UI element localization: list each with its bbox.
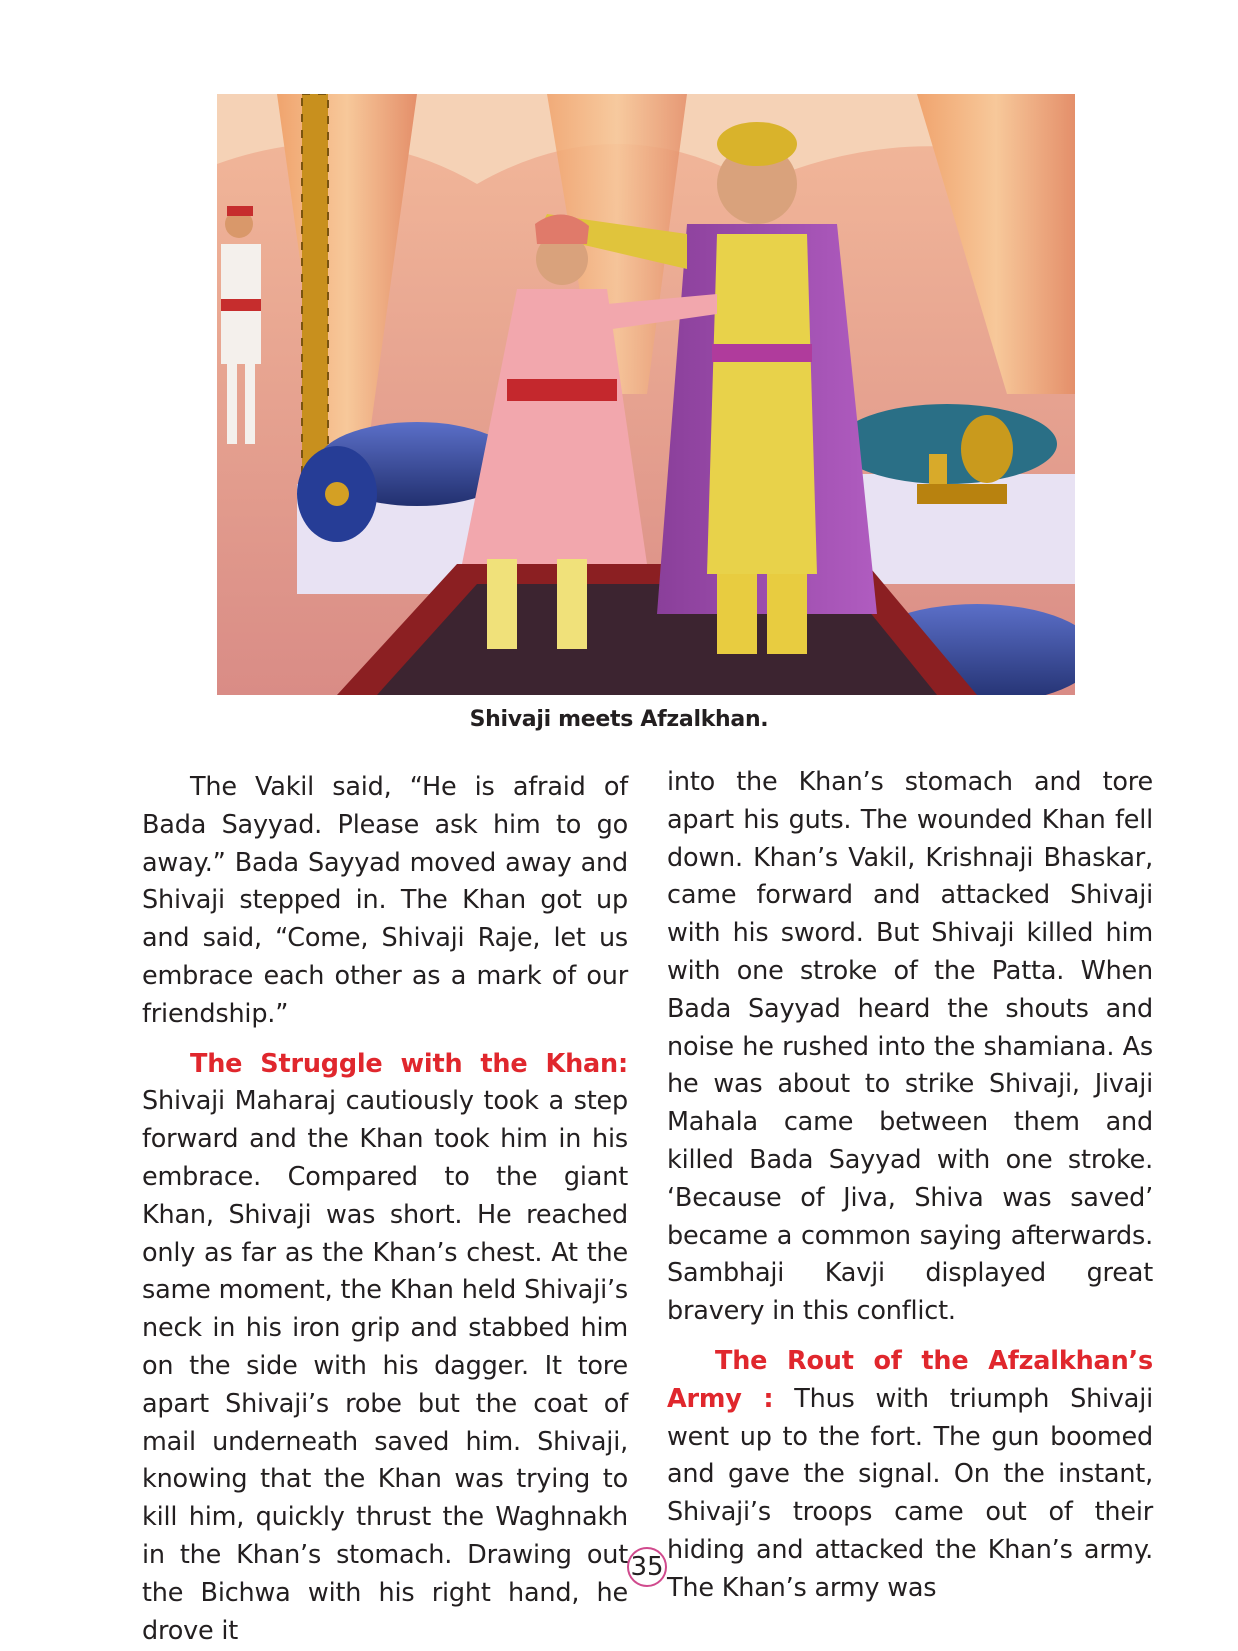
figure-caption: Shivaji meets Afzalkhan. (469, 707, 769, 732)
section-heading: The Struggle with the Khan: (190, 1048, 628, 1079)
paragraph-text: Thus with triumph Shivaji went up to the fort. The gun boomed and gave the signal. On the instant, Shivaji’s troops came out of their hiding and attacked the Khan’s army. The Khan’s army was (667, 1383, 1154, 1603)
section-heading: The Rout of the Afzalkhan’s Army : (667, 1345, 1153, 1414)
paragraph: The Vakil said, “He is afraid of Bada Sayyad. Please ask him to go away.” Bada Sayyad moved away and Shivaji stepped in. The Khan got up and said, “Come, Shivaji Raje, let us embrace each other as a mark of our friendship.” (142, 772, 628, 1029)
page-number: 35 (627, 1547, 667, 1587)
shivaji-meets-afzalkhan-illustration (217, 94, 1075, 695)
paragraph-text: Shivaji Maharaj cautiously took a step forward and the Khan took him in his embrace. Compared to the giant Khan, Shivaji was short. He reached only as far as the Khan’s chest. At the same moment, the Khan held Shivaji’s neck in his iron grip and stabbed him on the side with his dagger. It tore apart Shivaji’s robe but the coat of mail underneath saved him. Shivaji, knowing that the Khan was trying to kill him, quickly thrust the Waghnakh in the Khan’s stomach. Drawing out the Bichwa with his right hand, he drove it (142, 1086, 628, 1646)
paragraph: into the Khan’s stomach and tore apart his guts. The wounded Khan fell down. Khan’s Vakil, Krishnaji Bhaskar, came forward and attacked Shivaji with his sword. But Shivaji killed him with one stroke of the Patta. When Bada Sayyad heard the shouts and noise he rushed into the shamiana. As he was about to strike Shivaji, Jivaji Mahala came between them and killed Bada Sayyad with one stroke. ‘Because of Jiva, Shiva was saved’ became a common saying afterwards. Sambhaji Kavji displayed great bravery in this conflict. (667, 767, 1153, 1327)
paragraph (667, 1343, 1153, 1608)
right-column (667, 764, 1153, 1608)
left-column (142, 769, 628, 1650)
paragraph (142, 1046, 628, 1651)
